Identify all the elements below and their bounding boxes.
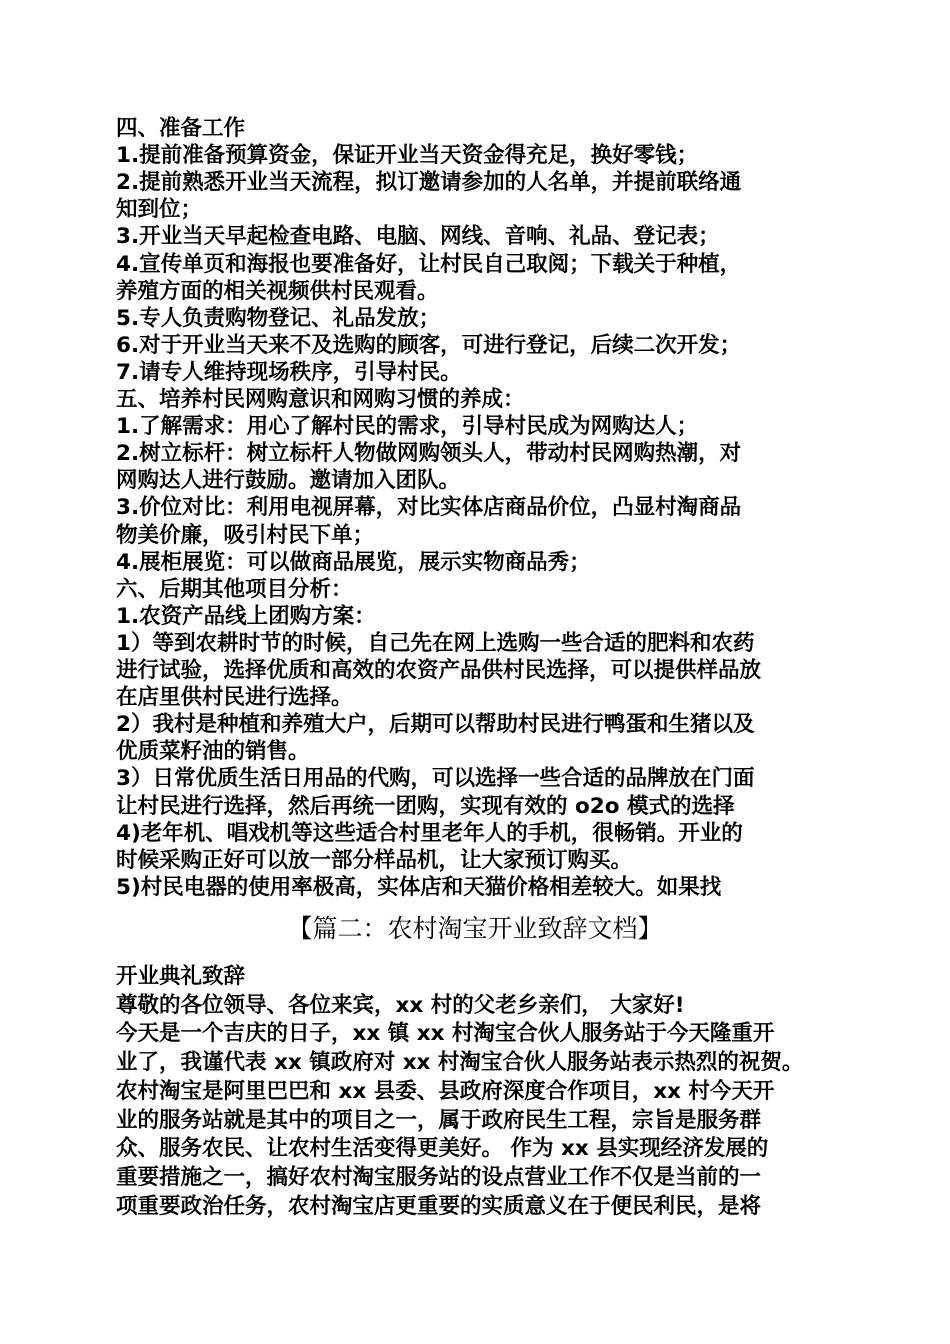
text-line: 1.了解需求：用心了解村民的需求，引导村民成为网购达人； bbox=[116, 414, 699, 440]
text-line: 让村民进行选择，然后再统一团购，实现有效的 o2o 模式的选择 bbox=[116, 793, 735, 819]
text-line: 进行试验，选择优质和高效的农资产品供村民选择，可以提供样品放 bbox=[116, 658, 762, 683]
text-line: 3）日常优质生活日用品的代购，可以选择一些合适的品牌放在门面 bbox=[116, 766, 755, 792]
text-line: 业的服务站就是其中的项目之一，属于政府民生工程，宗旨是服务群 bbox=[116, 1107, 762, 1133]
text-line: 农村淘宝是阿里巴巴和 xx 县委、县政府深度合作项目，xx 村今天开 bbox=[116, 1078, 775, 1104]
text-line: 众、服务农民、让农村生活变得更美好。 作为 xx 县实现经济发展的 bbox=[116, 1136, 769, 1162]
text-line: 2.提前熟悉开业当天流程，拟订邀请参加的人名单，并提前联络通 bbox=[116, 170, 742, 196]
text-line: 业了，我谨代表 xx 镇政府对 xx 村淘宝合伙人服务站表示热烈的祝贺。 bbox=[116, 1050, 804, 1076]
text-line: 1.提前准备预算资金，保证开业当天资金得充足，换好零钱； bbox=[116, 143, 699, 169]
text-line: 3.开业当天早起检查电路、电脑、网线、音响、礼品、登记表； bbox=[116, 224, 720, 250]
text-line: 7.请专人维持现场秩序，引导村民。 bbox=[116, 359, 462, 385]
text-line: 尊敬的各位领导、各位来宾，xx 村的父老乡亲们， 大家好! bbox=[116, 992, 685, 1018]
text-line: 1）等到农耕时节的时候，自己先在网上选购一些合适的肥料和农药 bbox=[116, 630, 755, 656]
text-line: 在店里供村民进行选择。 bbox=[116, 685, 353, 711]
text-line: 1.农资产品线上团购方案： bbox=[116, 603, 376, 629]
text-line: 今天是一个吉庆的日子，xx 镇 xx 村淘宝合伙人服务站于今天隆重开 bbox=[116, 1021, 775, 1047]
text-line: 重要措施之一，搞好农村淘宝服务站的设点营业工作不仅是当前的一 bbox=[116, 1164, 762, 1190]
text-line: 2）我村是种植和养殖大户，后期可以帮助村民进行鸭蛋和生猪以及 bbox=[116, 712, 755, 738]
text-line: 5)村民电器的使用率极高，实体店和天猫价格相差较大。如果找 bbox=[116, 874, 722, 900]
text-line: 六、后期其他项目分析： bbox=[116, 576, 353, 602]
text-line: 物美价廉，吸引村民下单； bbox=[116, 522, 375, 548]
text-line: 知到位； bbox=[116, 197, 203, 223]
text-line: 3.价位对比：利用电视屏幕，对比实体店商品价位，凸显村淘商品 bbox=[116, 495, 742, 521]
text-line: 项重要政治任务，农村淘宝店更重要的实质意义在于便民利民，是将 bbox=[116, 1193, 762, 1219]
text-line: 4.展柜展览：可以做商品展览，展示实物商品秀； bbox=[116, 549, 591, 575]
text-line: 四、准备工作 bbox=[116, 116, 246, 141]
text-line: 6.对于开业当天来不及选购的顾客，可进行登记，后续二次开发； bbox=[116, 332, 742, 358]
text-line: 网购达人进行鼓励。邀请加入团队。 bbox=[116, 468, 461, 494]
text-line: 时候采购正好可以放一部分样品机，让大家预订购买。 bbox=[116, 847, 633, 873]
text-line: 养殖方面的相关视频供村民观看。 bbox=[116, 278, 439, 304]
text-line: 2.树立标杆：树立标杆人物做网购领头人，带动村民网购热潮，对 bbox=[116, 441, 742, 467]
section-heading-part-two: 【篇二：农村淘宝开业致辞文档】 bbox=[287, 914, 663, 943]
text-line: 4)老年机、唱戏机等这些适合村里老年人的手机，很畅销。开业的 bbox=[116, 820, 743, 846]
text-line: 五、培养村民网购意识和网购习惯的养成： bbox=[116, 387, 525, 412]
text-line: 开业典礼致辞 bbox=[116, 964, 246, 989]
text-line: 5.专人负责购物登记、礼品发放； bbox=[116, 305, 441, 331]
text-line: 优质菜籽油的销售。 bbox=[116, 739, 310, 765]
text-line: 4.宣传单页和海报也要准备好，让村民自己取阅；下载关于种植， bbox=[116, 251, 742, 277]
